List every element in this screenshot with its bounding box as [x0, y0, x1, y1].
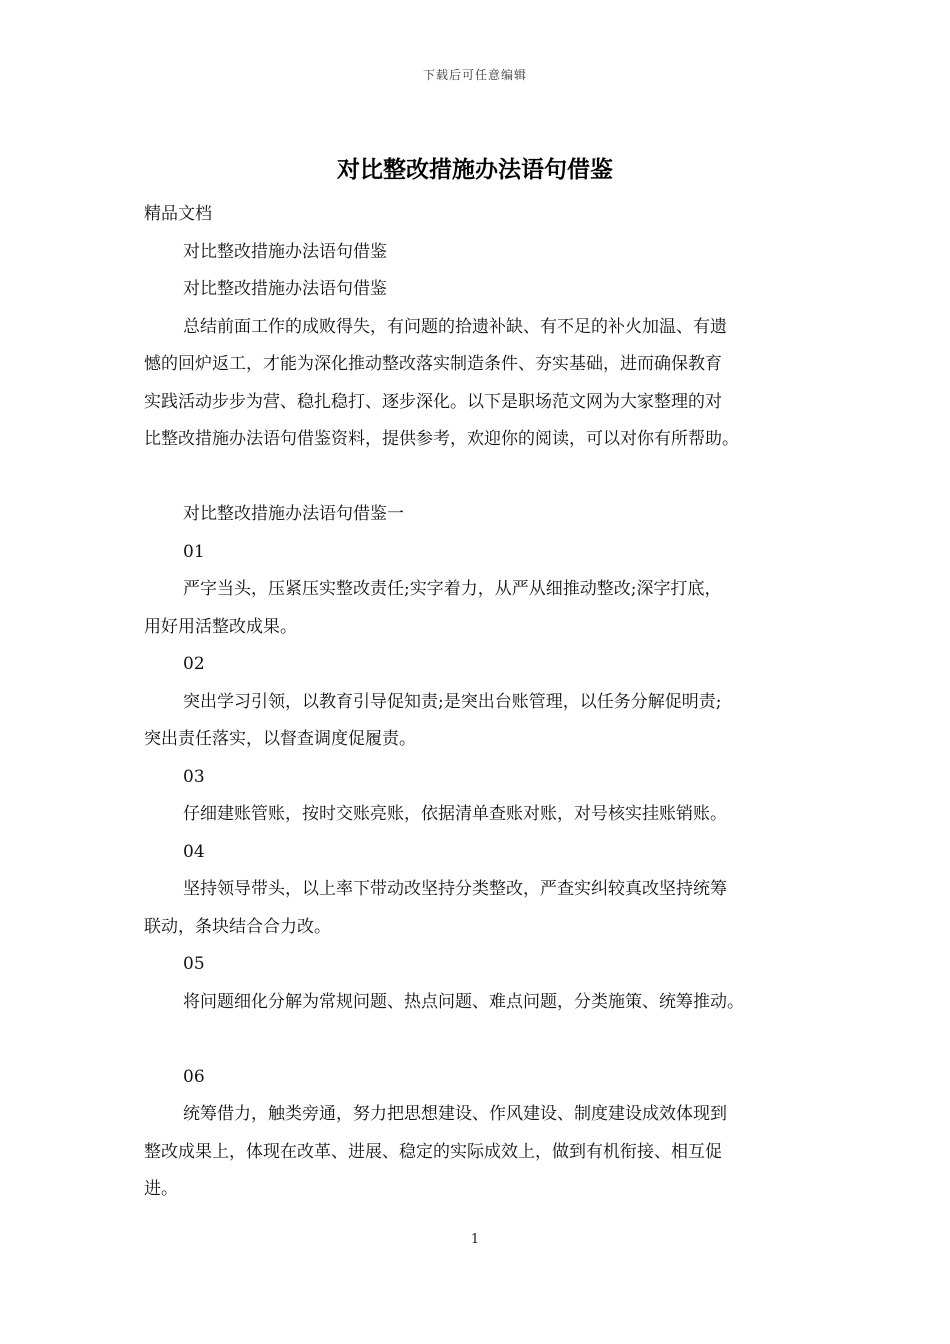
item-number: 01: [183, 541, 205, 562]
section-heading: 对比整改措施办法语句借鉴一: [183, 504, 404, 524]
doc-label: 精品文档: [144, 204, 212, 224]
item-line: 坚持领导带头，以上率下带动改坚持分类整改，严查实纠较真改坚持统筹: [183, 879, 727, 899]
item-line: 整改成果上，体现在改革、进展、稳定的实际成效上，做到有机衔接、相互促: [144, 1141, 722, 1162]
page-header-note: 下载后可任意编辑: [422, 68, 527, 82]
item-line: 用好用活整改成果。: [144, 616, 297, 637]
item-number: 02: [183, 654, 205, 674]
spacer: [144, 1021, 816, 1059]
intro-line: 总结前面工作的成败得失，有问题的拾遗补缺、有不足的补火加温、有遗: [183, 316, 727, 337]
intro-line: 憾的回炉返工，才能为深化推动整改落实制造条件、夯实基础，进而确保教育: [144, 354, 722, 374]
item-line: 统筹借力，触类旁通，努力把思想建设、作风建设、制度建设成效体现到: [183, 1104, 727, 1124]
item-number: 05: [183, 954, 205, 974]
spacer: [144, 459, 816, 497]
item-line: 严字当头，压紧压实整改责任;实字着力，从严从细推动整改;深字打底，: [183, 579, 722, 599]
item-line: 突出责任落实，以督查调度促履责。: [144, 729, 416, 749]
item-line: 将问题细化分解为常规问题、热点问题、难点问题，分类施策、统筹推动。: [183, 991, 744, 1012]
page-number: 1: [470, 1232, 480, 1247]
intro-line: 实践活动步步为营、稳扎稳打、逐步深化。以下是职场范文网为大家整理的对: [144, 391, 722, 412]
item-number: 04: [183, 841, 205, 862]
subtitle-line: 对比整改措施办法语句借鉴: [183, 241, 387, 262]
item-number: 03: [183, 766, 205, 787]
document-title: 对比整改措施办法语句借鉴: [337, 156, 613, 183]
subtitle-line: 对比整改措施办法语句借鉴: [183, 279, 387, 299]
item-line: 进。: [144, 1179, 178, 1199]
document-body: [144, 196, 816, 1209]
item-line: 仔细建账管账，按时交账亮账，依据清单查账对账，对号核实挂账销账。: [183, 804, 727, 824]
intro-paragraph: [144, 309, 816, 459]
item-line: 突出学习引领，以教育引导促知责;是突出台账管理，以任务分解促明责;: [183, 691, 722, 712]
item-number: 06: [183, 1066, 205, 1087]
item-line: 联动，条块结合合力改。: [144, 916, 331, 937]
intro-line: 比整改措施办法语句借鉴资料，提供参考，欢迎你的阅读，可以对你有所帮助。: [144, 429, 739, 449]
